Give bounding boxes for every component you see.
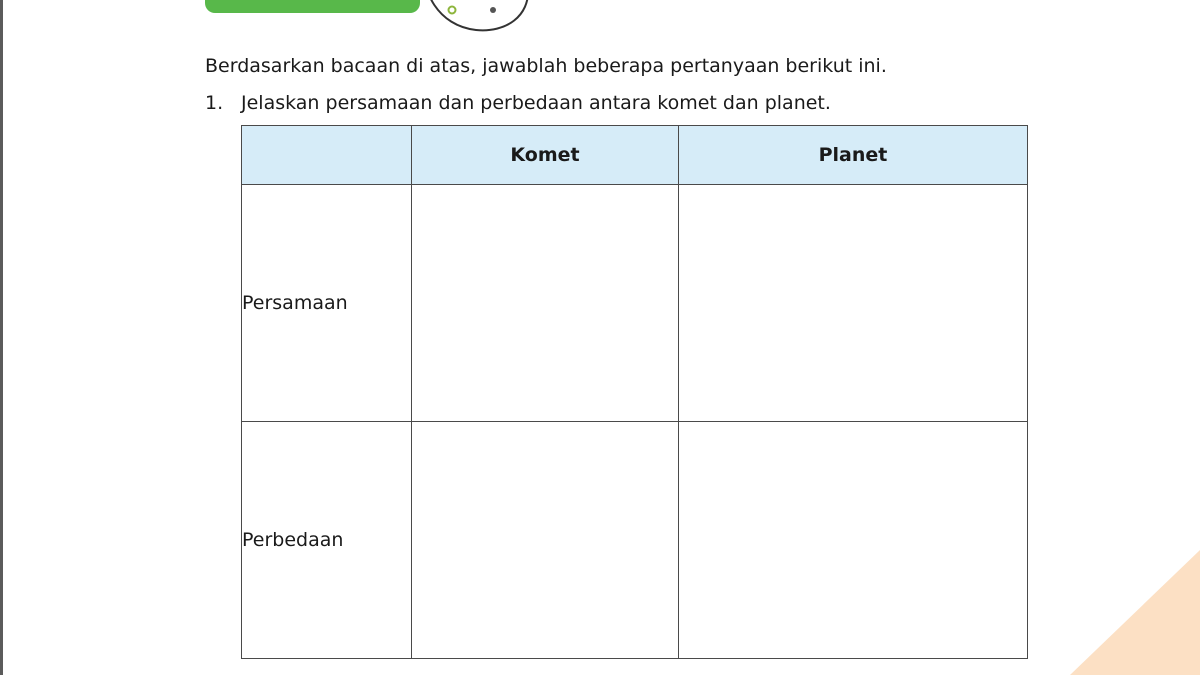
answer-cell-perbedaan-komet[interactable] <box>412 422 679 659</box>
column-header-komet: Komet <box>412 126 679 185</box>
question-text: Jelaskan persamaan dan perbedaan antara komet dan planet. <box>241 92 831 114</box>
table-corner-cell <box>242 126 412 185</box>
row-label-persamaan: Persamaan <box>242 185 412 422</box>
question-number: 1. <box>205 92 224 114</box>
answer-table <box>241 125 1028 659</box>
answer-cell-persamaan-komet[interactable] <box>412 185 679 422</box>
section-heading-tab <box>205 0 420 13</box>
instructions-text: Berdasarkan bacaan di atas, jawablah beberapa pertanyaan berikut ini. <box>205 55 887 77</box>
row-label-perbedaan: Perbedaan <box>242 422 412 659</box>
table-row-perbedaan <box>242 422 1028 659</box>
speech-bubble-icon <box>418 0 534 36</box>
question-1 <box>205 92 831 114</box>
answer-cell-perbedaan-planet[interactable] <box>679 422 1028 659</box>
table-row-persamaan <box>242 185 1028 422</box>
table-header-row <box>242 126 1028 185</box>
answer-cell-persamaan-planet[interactable] <box>679 185 1028 422</box>
page-edge <box>0 0 3 675</box>
decorative-corner-shape <box>1070 550 1200 675</box>
column-header-planet: Planet <box>679 126 1028 185</box>
